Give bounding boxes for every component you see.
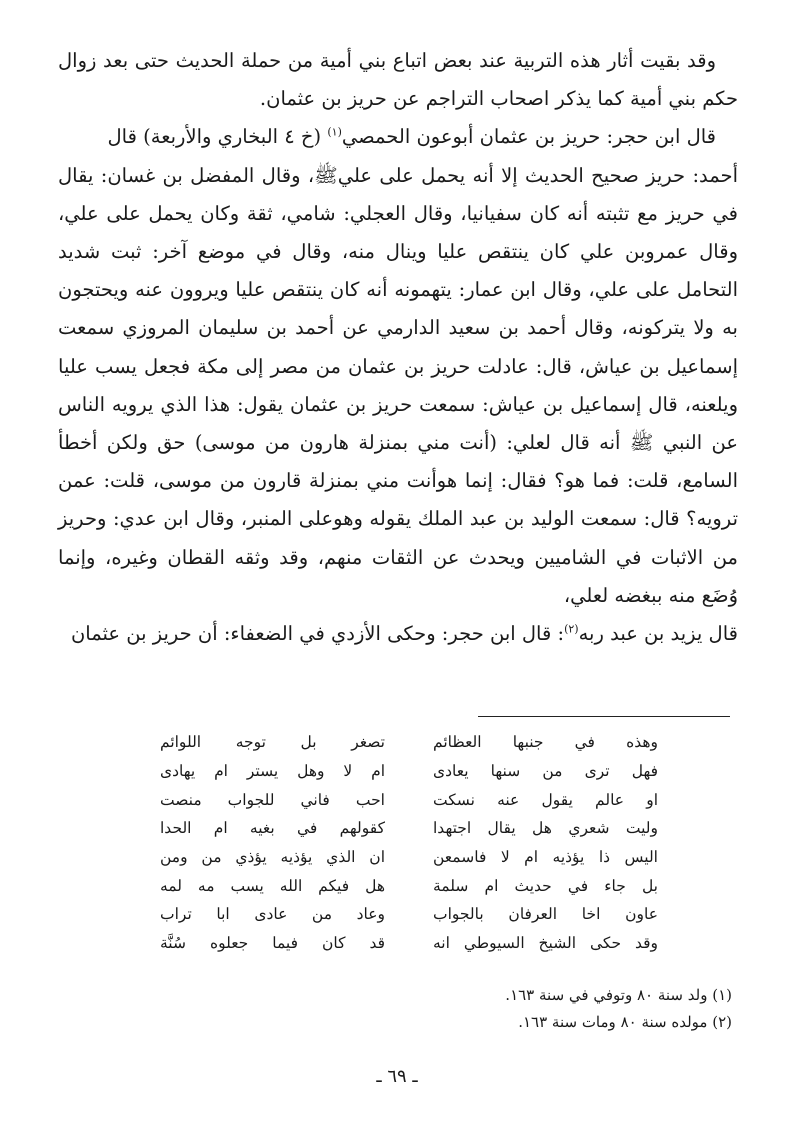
text-line: (خ ٤ البخاري والأربعة) قال [107, 125, 322, 149]
paragraph-4 [58, 615, 738, 653]
text-line: في حريز مع تثبته أنه كان سفيانيا، وقال العجلي: شامي، ثقة وكان يحمل على علي، [58, 201, 738, 225]
verse-second-hemistich: هل فيكم الله يسب مه لمه [160, 876, 385, 895]
poem-verse [160, 728, 658, 757]
verse-first-hemistich: اليس ذا يؤذيه ام لا فاسمعن [433, 848, 658, 867]
footnote-ref-1[interactable]: (١) [327, 125, 342, 139]
text-line: التحامل على علي، وقال ابن عمار: يتهمونه أنه كان ينتقص عليا ويروون عنه ويحتجون [58, 278, 738, 302]
verse-first-hemistich: بل جاء في حديث ام سلمة [433, 876, 658, 895]
verse-first-hemistich: وليت شعري هل يقال اجتهدا [433, 819, 658, 838]
verse-second-hemistich: ان الذي يؤذيه يؤذي من ومن [160, 848, 385, 867]
footnotes [300, 982, 732, 1036]
verse-first-hemistich: وقد حكى الشيخ السيوطي انه [433, 934, 658, 953]
text-line: : قال ابن حجر: وحكى الأزدي في الضعفاء: أن حريز بن عثمان [70, 622, 565, 646]
verse-first-hemistich: وهذه في جنبها العظائم [433, 733, 658, 752]
text-line: ويلعنه، قال إسماعيل بن عياش: سمعت حريز بن عثمان يقول: هذا الذي يرويه الناس [58, 392, 738, 416]
main-text [58, 42, 738, 653]
text-line: وقال عمروبن علي كان ينتقص عليا وينال منه، وقال في موضع آخر: ثبت شديد [58, 240, 738, 264]
poem-verse [160, 785, 658, 814]
text-line: به ولا يتركونه، وقال أحمد بن سعيد الدارمي عن أحمد بن سليمان المروزي سمعت [58, 316, 738, 340]
verse-first-hemistich: عاون اخا العرفان بالجواب [433, 905, 658, 924]
poem-verse [160, 757, 658, 786]
verse-second-hemistich: قد كان فيما جعلوه سُنَّة [160, 934, 385, 953]
text-line: عن النبي ﷺ أنه قال لعلي: (أنت مني بمنزلة هارون من موسى) حق ولكن أخطأ السامع، [58, 431, 738, 493]
footnote-2: (٢) مولده سنة ٨٠ ومات سنة ١٦٣. [518, 1013, 732, 1031]
poem-verse [160, 900, 658, 929]
text-line: الشاميين ويحدث عن الثقات منهم، وقد وثقه القطان وغيره، وإنما وُضَع منه ببغضه لعلي، [58, 545, 738, 607]
text-line: قال يزيد بن عبد ربه [578, 622, 738, 646]
paragraph-1 [58, 42, 738, 118]
text-line: قلت: فما هو؟ فقال: إنما هوأنت مني بمنزلة قارون من موسى، قلت: عمن ترويه؟ قال: [58, 469, 738, 531]
text-line: حكم بني أمية كما يذكر اصحاب التراجم عن حريز بن عثمان. [259, 87, 738, 111]
verse-second-hemistich: كقولهم في بغيه ام الحدا [160, 819, 385, 838]
verse-second-hemistich: تصغر بل توجه اللوائم [160, 733, 385, 752]
poem-verse [160, 843, 658, 872]
poem-verse [160, 814, 658, 843]
paragraph-3 [58, 157, 738, 615]
text-line: أحمد: حريز صحيح الحديث إلا أنه يحمل على عليﷺ، وقال المفضل بن غسان: يقال [58, 163, 738, 187]
paragraph-2 [58, 118, 738, 156]
verse-second-hemistich: ام لا وهل يستر ام يهادى [160, 762, 385, 781]
footnote-ref-2[interactable]: (٢) [564, 622, 579, 636]
poem-verse [160, 929, 658, 958]
text-line: وقد بقيت أثار هذه التربية عند بعض اتباع بني أمية من حملة الحديث حتى بعد زوال [58, 49, 716, 72]
verse-second-hemistich: احب فاني للجواب منصت [160, 790, 385, 809]
text-line: سمعت الوليد بن عبد الملك يقوله وهوعلى المنبر، وقال ابن عدي: وحريز من الاثبات في [58, 507, 738, 569]
footnote-1: (١) ولد سنة ٨٠ وتوفي في سنة ١٦٣. [505, 986, 732, 1004]
verse-second-hemistich: وعاد من عادى ابا تراب [160, 905, 385, 924]
text-line: قال ابن حجر: حريز بن عثمان أبوعون الحمصي [341, 125, 716, 149]
poem-verse [160, 871, 658, 900]
page-number: ـ ٦٩ ـ [376, 1066, 418, 1087]
verse-first-hemistich: فهل ترى من سنها يعادى [433, 762, 658, 781]
poem-block [160, 728, 658, 958]
verse-first-hemistich: او عالم يقول عنه نسكت [433, 790, 658, 809]
text-line: إسماعيل بن عياش، قال: عادلت حريز بن عثمان من مصر إلى مكة فجعل يسب عليا [58, 354, 738, 378]
footnote-divider [478, 716, 730, 717]
